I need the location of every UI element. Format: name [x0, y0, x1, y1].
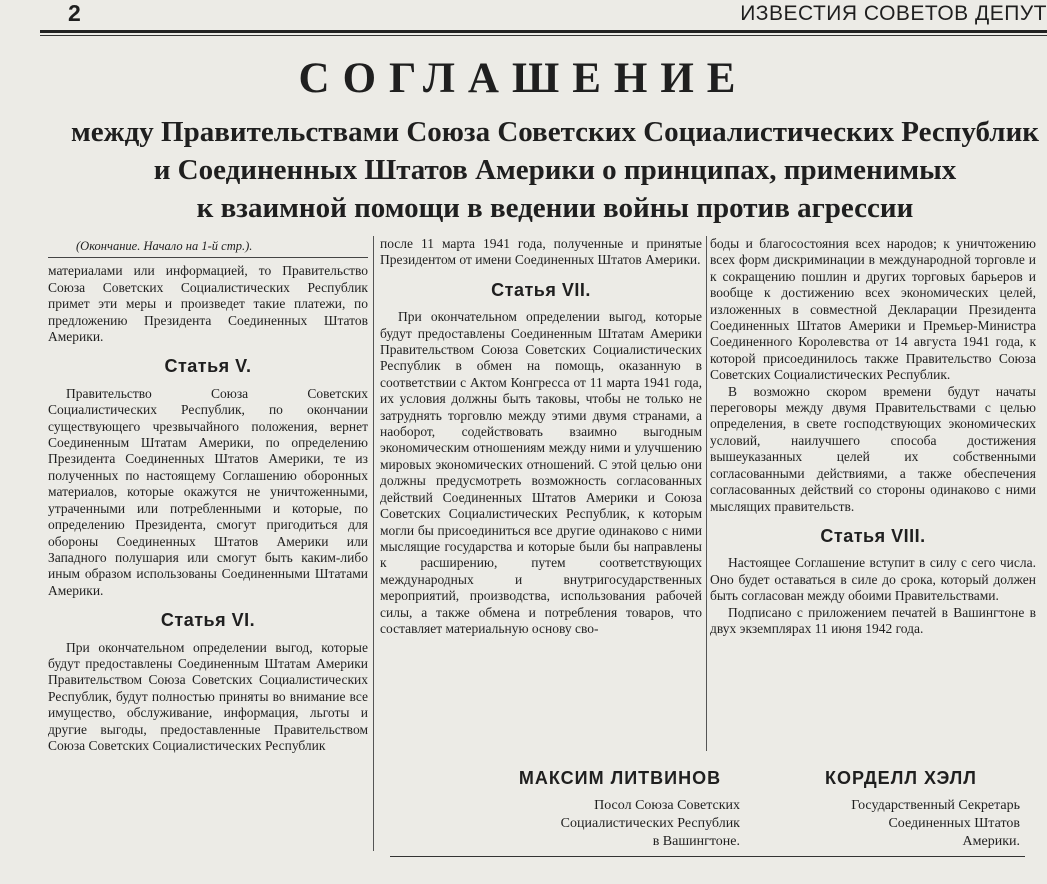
article-heading: Статья VII. [491, 279, 591, 300]
subtitle-line: и Соединенных Штатов Америки о принципах, применимых [153, 154, 957, 186]
paragraph: боды и благосостояния всех народов; к уничтожению всех форм дискриминации в международной торговле и к сокращению пошлин и других торговых барьеров и вообще к достижению всех экономических целей, изложенных в совместной Декларации Президента Соединенных Штатов Америки и Премьер-Министра Соединенного Королевства от 14 августа 1941 года, к которой присоединилось также Правительство Союза Советских Социалистических Республик. [710, 236, 1036, 383]
header-rule-thick [40, 30, 1047, 33]
title-line: Социалистических Республик [560, 816, 740, 831]
text-column-3 [710, 236, 1036, 637]
column-divider [373, 236, 374, 851]
paragraph: Подписано с приложением печатей в Вашингтоне в двух экземплярах 11 июня 1942 года. [710, 604, 1036, 636]
paragraph: после 11 марта 1941 года, полученные и принятые Президентом от имени Соединенных Штатов Америки. [380, 236, 702, 268]
subtitle-line: к взаимной помощи в ведении войны против агрессии [196, 192, 914, 224]
article-heading: Статья VI. [160, 610, 256, 631]
continuation-note: (Окончание. Начало на 1-й стр.). [76, 239, 253, 253]
headline-title: СОГЛАШЕНИЕ [298, 55, 749, 102]
article-heading: Статья V. [164, 356, 252, 377]
newspaper-name: ИЗВЕСТИЯ СОВЕТОВ ДЕПУТ [740, 2, 1047, 25]
headline-subtitle [60, 113, 1047, 227]
paragraph: Настоящее Соглашение вступит в силу с сего числа. Оно будет оставаться в силе до срока, который должен быть согласован между обоими Правительствами. [710, 555, 1036, 604]
signatory-title [770, 797, 1020, 851]
signature-hull [770, 768, 1020, 851]
signatory-name: КОРДЕЛЛ ХЭЛЛ [825, 768, 977, 788]
signature-litvinov [500, 768, 740, 851]
article-heading: Статья VIII. [820, 525, 926, 546]
text-column-2 [380, 236, 702, 637]
paragraph: При окончательном определении выгод, которые будут предоставлены Соединенным Штатам Америки Правительством Союза Советских Социалистических Республик, будут полностью приняты во внимание все имущество, обслуживание, информация, льготы и другие выгоды, предоставленные Правительством Союза Советских Социалистических Республик [48, 639, 368, 753]
paragraph: Правительство Союза Советских Социалистических Республик, по окончании существующего чрезвычайного положения, вернет Соединенным Штатам Америки, по определению Президента Соединенных Штатов Америки, те из полученных по настоящему Соглашению оборонных материалов, которые окажутся не уничтоженными, утраченными или потребленными и которые, по определению Президента, смогут пригодиться для обороны Соединенных Штатов Америки или Западного полушария или смогут быть каким-либо иным образом использованы Соединенными Штатами Америки. [48, 385, 368, 598]
header-rule-thin [40, 35, 1047, 36]
title-line: Соединенных Штатов [888, 816, 1020, 831]
signatory-name: МАКСИМ ЛИТВИНОВ [518, 768, 722, 788]
text-column-1 [48, 238, 368, 754]
title-line: Государственный Секретарь [851, 798, 1020, 813]
paragraph: При окончательном определении выгод, которые будут предоставлены Соединенным Штатам Америки Правительством Союза Советских Социалистических Республик в обмен на помощь, оказанную в соответствии с Актом Конгресса от 11 марта 1941 года, их условия должны быть таковы, чтобы не только не затруднять торговлю между этими двумя странами, а наоборот, содействовать взаимно выгодным экономическим отношениям между ними и улучшению мировых экономических отношений. С этой целью они должны предусмотреть возможность согласованных действий Соединенных Штатов Америки и Союза Советских Социалистических Республик, к которым могли бы присоединиться все другие одинаково с ними мыслящие государства и которые были бы направлены к расширению, путем соответствующих международных и внутригосударственных мероприятий, производства, использования рабочей силы, а также обмена и потребления товаров, что составляет материальную основу сво- [380, 309, 702, 636]
title-line: Посол Союза Советских [594, 798, 740, 813]
signatory-title [500, 797, 740, 851]
title-line: Америки. [962, 834, 1020, 849]
footer-rule [390, 856, 1025, 857]
subtitle-line: между Правительствами Союза Советских Социалистических Республик [70, 116, 1039, 148]
column-divider [706, 236, 707, 751]
note-rule [48, 257, 368, 258]
paragraph: В возможно скором времени будут начаты переговоры между двумя Правительствами с целью определения, в свете господствующих экономических условий, наилучшего способа достижения вышеуказанных целей их собственными согласованными действиями, а также обеспечения согласованных действий со стороны одинаково с ними мыслящих правительств. [710, 383, 1036, 514]
title-line: в Вашингтоне. [652, 834, 740, 849]
page-number: 2 [68, 0, 81, 26]
paragraph: материалами или информацией, то Правительство Союза Советских Социалистических Республик примет эти меры и произведет такие платежи, по предложению Президента Соединенных Штатов Америки. [48, 263, 368, 345]
